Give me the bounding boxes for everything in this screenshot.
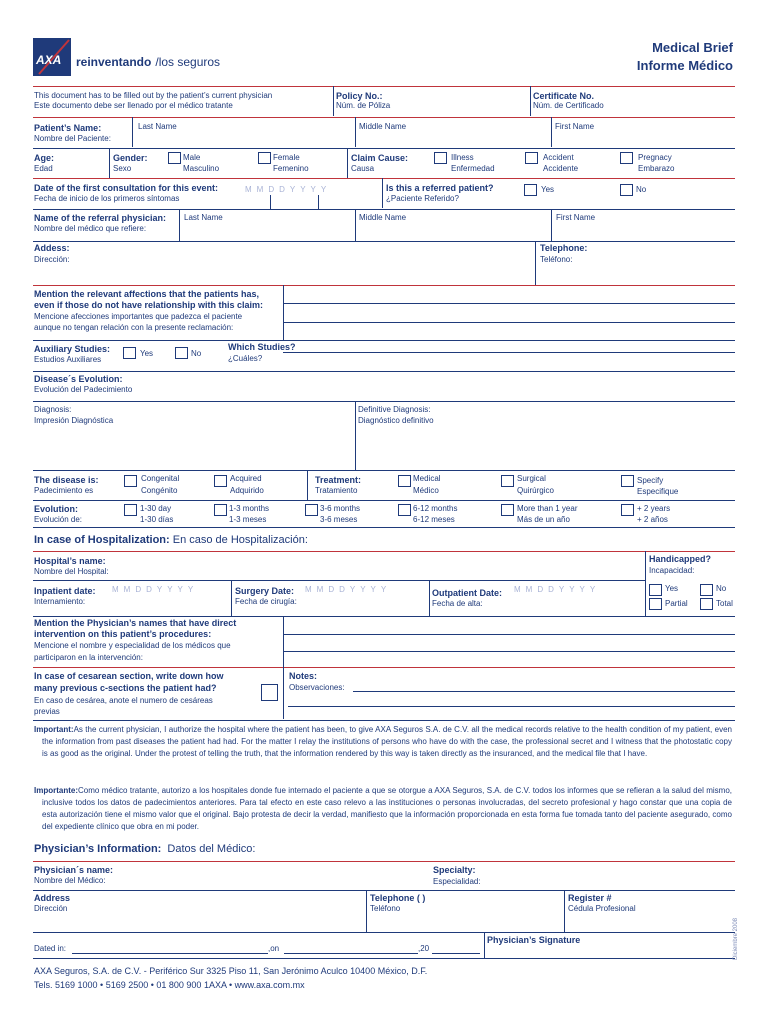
- inpatient-date-label-es: Internamiento:: [34, 597, 86, 606]
- register-label-es: Cédula Profesional: [568, 904, 636, 913]
- female-checkbox[interactable]: [258, 152, 271, 164]
- divider: [132, 117, 133, 147]
- notes-label-es: Observaciones:: [289, 683, 345, 692]
- handicapped-no-label: No: [716, 584, 727, 593]
- treatment-label: Treatment:: [315, 475, 362, 485]
- referred-label: Is this a referred patient?: [386, 183, 494, 193]
- rule: [33, 667, 735, 668]
- handicapped-partial-checkbox[interactable]: [649, 598, 662, 610]
- important-en: [34, 724, 732, 778]
- hospitalization-heading: [34, 534, 308, 546]
- physician-address-label: Address: [34, 893, 71, 903]
- physicians-involved-label-4: participaron en la intervención:: [34, 653, 143, 662]
- surgical-label-es: Quirúrgico: [517, 486, 554, 495]
- which-studies-line[interactable]: [283, 352, 735, 353]
- medical-checkbox[interactable]: [398, 475, 411, 487]
- referred-no-label: No: [636, 185, 647, 194]
- disease-is-label: The disease is:: [34, 475, 99, 485]
- medical-label: Medical: [413, 474, 441, 483]
- acquired-label-es: Adquirido: [230, 486, 264, 495]
- referral-physician-label: Name of the referral physician:: [34, 213, 167, 223]
- form-date-side-text: Diciembre 2008: [733, 917, 739, 960]
- treatment-label-es: Tratamiento: [315, 486, 358, 495]
- disease-evolution-label-es: Evolución del Padecimiento: [34, 385, 133, 394]
- hospitalization-heading-en: In case of Hospitalization:: [34, 534, 170, 546]
- rule: [33, 551, 735, 552]
- congenital-label: Congenital: [141, 474, 180, 483]
- specialty-label-es: Especialidad:: [433, 877, 481, 886]
- signature-label: Physician’s Signature: [487, 935, 581, 945]
- gender-label: Gender:: [113, 153, 148, 163]
- claim-cause-label-es: Causa: [351, 164, 375, 173]
- evolution-1-3-months-checkbox[interactable]: [214, 504, 227, 516]
- physician-name-label: Physician´s name:: [34, 865, 114, 875]
- tagline-rest: /los seguros: [155, 55, 221, 69]
- diagnosis-label-es: Impresión Diagnóstica: [34, 416, 114, 425]
- patient-name-label-es: Nombre del Paciente:: [34, 134, 111, 143]
- gender-label-es: Sexo: [113, 164, 132, 173]
- notes-line[interactable]: [288, 706, 735, 707]
- pregnancy-label: Pregnacy: [638, 153, 672, 162]
- aux-studies-label-es: Estudios Auxiliares: [34, 355, 102, 364]
- evolution-3-6-months-checkbox[interactable]: [305, 504, 318, 516]
- physicians-involved-line[interactable]: [283, 634, 735, 635]
- specify-checkbox[interactable]: [621, 475, 634, 487]
- cesarean-label-4: previas: [34, 707, 60, 716]
- rule: [33, 720, 735, 721]
- definitive-diagnosis-label-es: Diagnóstico definitivo: [358, 416, 434, 425]
- axa-logo: [33, 38, 71, 76]
- rule: [33, 117, 735, 118]
- female-label-es: Femenino: [273, 164, 309, 173]
- patient-last-name-field[interactable]: Last Name: [138, 122, 177, 131]
- referral-physician-label-es: Nombre del médico que refiere:: [34, 224, 147, 233]
- axa-logo-text: AXA: [36, 53, 62, 67]
- policy-label: Policy No.:: [336, 91, 383, 101]
- physicians-involved-label-2: intervention on this patient’s procedures:: [34, 629, 212, 639]
- divider: [355, 209, 356, 241]
- evolution-option-1: 1-30 day: [140, 504, 172, 513]
- handicapped-yes-checkbox[interactable]: [649, 584, 662, 596]
- referral-middle-name-field[interactable]: Middle Name: [359, 213, 407, 222]
- physician-info-heading-en: Physician’s Information:: [34, 843, 162, 855]
- rule: [33, 616, 735, 617]
- illness-checkbox[interactable]: [434, 152, 447, 164]
- title-es: Informe Médico: [636, 58, 733, 73]
- aux-no-label: No: [191, 349, 202, 358]
- acquired-checkbox[interactable]: [214, 475, 227, 487]
- surgery-date-label: Surgery Date:: [235, 586, 295, 596]
- aux-no-checkbox[interactable]: [175, 347, 188, 359]
- evolution-option-3-es: 3-6 meses: [320, 515, 358, 524]
- important-en-text: As the current physician, I authorize the hospital where the patient has been, to give AXA Seguros S.A. de C.V. all the medical records relative to the health condition of my patient, even the information from past diseases the patient had had. For the matter I relay the institutions of persons who have do with the case, the professional secret and I witness that the photostatic copy is as good as the original. Under the protest of telling the truth, that the information rendered by this way is taken directly as the insuranced, and the medical file that I have.: [42, 725, 732, 758]
- handicapped-yes-label: Yes: [665, 584, 679, 593]
- affections-label-1: Mention the relevant affections that the patients has,: [34, 289, 260, 299]
- female-label: Female: [273, 153, 300, 162]
- evolution-option-1-es: 1-30 días: [140, 515, 174, 524]
- divider: [429, 580, 430, 616]
- inpatient-date-label: Inpatient date:: [34, 586, 96, 596]
- evolution-1-30-day-checkbox[interactable]: [124, 504, 137, 516]
- rule: [33, 371, 735, 372]
- evolution-option-6-es: + 2 años: [637, 515, 668, 524]
- tagline-bold: reinventando: [76, 55, 152, 69]
- male-label: Male: [183, 153, 201, 162]
- hospital-name-label-es: Nombre del Hospital:: [34, 567, 109, 576]
- which-studies-label: Which Studies?: [228, 342, 296, 352]
- telephone-label: Telephone:: [540, 243, 588, 253]
- important-es-text: Como médico tratante, autorizo a los hospitales donde fue internado el paciente a que se otorgue a AXA Seguros, S.A. de C.V. todos los informes que se refieran a la salud del mismo, inclusive todos los datos de padecimientos anteriores. Para tal efecto en este caso relevo a las instituciones o personas involucradas, del secreto profesional y hago constar que una copia de esta autorización tiene el mismo valor que el original. Bajo protesta de decir la verdad, manifiesto que la información proporcionada en esta forma fue tomada tanto del paciente asegurado, como del expediente clínico que obra en mi poder.: [42, 786, 732, 831]
- handicapped-total-label: Total: [716, 599, 733, 608]
- surgery-date-label-es: Fecha de cirugía:: [235, 597, 297, 606]
- first-consultation-date-field[interactable]: MMDDYYYY: [245, 185, 332, 194]
- physician-address-label-es: Dirección: [34, 904, 68, 913]
- divider: [366, 890, 367, 932]
- disease-is-label-es: Padecimiento es: [34, 486, 94, 495]
- certificate-label: Certificate No.: [533, 91, 595, 101]
- cesarean-count-box[interactable]: [261, 684, 278, 701]
- footer-contacts: Tels. 5169 1000 • 5169 2500 • 01 800 900 1AXA • www.axa.com.mx: [34, 980, 305, 990]
- divider: [535, 241, 536, 285]
- important-es: [34, 785, 732, 839]
- handicapped-partial-label: Partial: [665, 599, 688, 608]
- male-checkbox[interactable]: [168, 152, 181, 164]
- rule: [33, 500, 735, 501]
- affections-label-4: aunque no tengan relación con la presente reclamación:: [34, 323, 234, 332]
- rule: [33, 890, 735, 891]
- hospitalization-heading-es: En caso de Hospitalización:: [172, 534, 308, 546]
- evolution-2-years-checkbox[interactable]: [621, 504, 634, 516]
- cesarean-label-3: En caso de cesárea, anote el numero de cesáreas: [34, 696, 213, 705]
- top-rule: [33, 86, 735, 87]
- physician-telephone-label-es: Teléfono: [370, 904, 401, 913]
- divider: [484, 932, 485, 958]
- claim-cause-label: Claim Cause:: [351, 153, 409, 163]
- rule: [33, 241, 735, 242]
- handicapped-label: Handicapped?: [649, 554, 712, 564]
- rule: [33, 527, 735, 528]
- rule: [33, 958, 735, 959]
- year-label: ,20: [418, 944, 430, 953]
- surgical-checkbox[interactable]: [501, 475, 514, 487]
- affections-label-3: Mencione afecciones importantes que padezca el paciente: [34, 312, 243, 321]
- divider: [307, 470, 308, 500]
- acquired-label: Acquired: [230, 474, 262, 483]
- disease-evolution-label: Disease´s Evolution:: [34, 374, 123, 384]
- diagnosis-label: Diagnosis:: [34, 405, 72, 414]
- physicians-involved-label-3: Mencione el nombre y especialidad de los médicos que: [34, 641, 231, 650]
- evolution-option-4-es: 6-12 meses: [413, 515, 455, 524]
- evolution-6-12-months-checkbox[interactable]: [398, 504, 411, 516]
- patient-middle-name-field[interactable]: Middle Name: [359, 122, 407, 131]
- physician-info-heading-es: Datos del Médico:: [167, 843, 256, 855]
- rule: [33, 470, 735, 471]
- divider: [179, 209, 180, 241]
- handicapped-total-checkbox[interactable]: [700, 598, 713, 610]
- divider: [551, 209, 552, 241]
- medical-label-es: Médico: [413, 486, 439, 495]
- evolution-option-5-es: Más de un año: [517, 515, 570, 524]
- referral-first-name-field[interactable]: First Name: [556, 213, 596, 222]
- referred-yes-checkbox[interactable]: [524, 184, 537, 196]
- physician-name-label-es: Nombre del Médico:: [34, 876, 106, 885]
- address-label: Addess:: [34, 243, 70, 253]
- divider: [564, 890, 565, 932]
- aux-yes-checkbox[interactable]: [123, 347, 136, 359]
- evolution-label: Evolution:: [34, 504, 78, 514]
- outpatient-date-label-es: Fecha de alta:: [432, 599, 483, 608]
- outpatient-date-field[interactable]: MMDDYYYY: [514, 585, 601, 594]
- dated-in-label: Dated in:: [34, 944, 67, 953]
- cesarean-label-2: many previous c-sections the patient had?: [34, 683, 217, 693]
- which-studies-label-es: ¿Cuáles?: [228, 354, 263, 363]
- divider: [347, 148, 348, 178]
- aux-studies-label: Auxiliary Studies:: [34, 344, 111, 354]
- congenital-label-es: Congénito: [141, 486, 178, 495]
- evolution-option-3: 3-6 months: [320, 504, 361, 513]
- inpatient-date-field[interactable]: MMDDYYYY: [112, 585, 199, 594]
- title-en: Medical Brief: [652, 40, 733, 55]
- referred-label-es: ¿Paciente Referido?: [386, 194, 459, 203]
- referred-no-checkbox[interactable]: [620, 184, 633, 196]
- evolution-option-2: 1-3 months: [229, 504, 270, 513]
- handicapped-no-checkbox[interactable]: [700, 584, 713, 596]
- illness-label: Illness: [451, 153, 474, 162]
- age-label: Age:: [34, 153, 54, 163]
- divider: [283, 667, 284, 719]
- outpatient-date-label: Outpatient Date:: [432, 588, 503, 598]
- telephone-label-es: Teléfono:: [540, 255, 573, 264]
- first-consultation-label: Date of the first consultation for this event:: [34, 183, 219, 193]
- note-en: This document has to be filled out by the patient’s current physician: [34, 91, 273, 100]
- dated-in-line[interactable]: [72, 953, 268, 954]
- definitive-diagnosis-label: Definitive Diagnosis:: [358, 405, 431, 414]
- specialty-label: Specialty:: [433, 865, 476, 875]
- cesarean-label-1: In case of cesarean section, write down how: [34, 671, 224, 681]
- rule: [33, 340, 735, 341]
- important-es-bold: Importante:: [34, 786, 78, 795]
- date-tick: [318, 195, 319, 209]
- referral-last-name-field[interactable]: Last Name: [184, 213, 223, 222]
- specify-label: Specify: [637, 476, 664, 485]
- date-on-line[interactable]: [284, 953, 418, 954]
- first-consultation-label-es: Fecha de inicio de los primeros síntomas: [34, 194, 180, 203]
- divider: [109, 148, 110, 178]
- accident-checkbox[interactable]: [525, 152, 538, 164]
- affections-line[interactable]: [283, 322, 735, 323]
- evolution-option-2-es: 1-3 meses: [229, 515, 267, 524]
- rule: [33, 861, 735, 862]
- evolution-more-than-1-year-checkbox[interactable]: [501, 504, 514, 516]
- male-label-es: Masculino: [183, 164, 220, 173]
- physician-telephone-label: Telephone ( ): [370, 893, 426, 903]
- referred-yes-label: Yes: [541, 185, 555, 194]
- accident-label-es: Accidente: [543, 164, 579, 173]
- pregnancy-label-es: Embarazo: [638, 164, 675, 173]
- date-tick: [270, 195, 271, 209]
- rule: [33, 580, 645, 581]
- divider: [355, 117, 356, 147]
- divider: [551, 117, 552, 147]
- rule: [33, 148, 735, 149]
- footer-address: AXA Seguros, S.A. de C.V. - Periférico Sur 3325 Piso 11, San Jerónimo Aculco 10400 México, D.F.: [34, 966, 428, 976]
- pregnancy-checkbox[interactable]: [620, 152, 633, 164]
- affections-line[interactable]: [283, 303, 735, 304]
- policy-label-es: Núm. de Póliza: [336, 101, 391, 110]
- aux-yes-label: Yes: [140, 349, 154, 358]
- accident-label: Accident: [543, 153, 574, 162]
- notes-line[interactable]: [353, 691, 735, 692]
- surgical-label: Surgical: [517, 474, 546, 483]
- illness-label-es: Enfermedad: [451, 164, 495, 173]
- rule: [33, 178, 735, 179]
- address-label-es: Dirección:: [34, 255, 70, 264]
- divider: [231, 580, 232, 616]
- surgery-date-field[interactable]: MMDDYYYY: [305, 585, 392, 594]
- physician-info-heading: [34, 843, 255, 855]
- divider: [283, 616, 284, 667]
- certificate-label-es: Núm. de Certificado: [533, 101, 604, 110]
- on-label: ,on: [268, 944, 280, 953]
- rule: [33, 932, 735, 933]
- evolution-label-es: Evolución de:: [34, 515, 83, 524]
- specify-label-es: Especifique: [637, 487, 679, 496]
- physicians-involved-line[interactable]: [283, 651, 735, 652]
- note-es: Este documento debe ser llenado por el médico tratante: [34, 101, 233, 110]
- divider: [530, 86, 531, 116]
- age-label-es: Edad: [34, 164, 53, 173]
- patient-name-label: Patient’s Name:: [34, 123, 102, 133]
- affections-label-2: even if those do not have relationship with this claim:: [34, 300, 264, 310]
- important-en-bold: Important:: [34, 725, 74, 734]
- notes-label: Notes:: [289, 671, 318, 681]
- patient-first-name-field[interactable]: First Name: [555, 122, 595, 131]
- rule: [33, 209, 735, 210]
- handicapped-label-es: Incapacidad:: [649, 566, 695, 575]
- congenital-checkbox[interactable]: [124, 475, 137, 487]
- year-line[interactable]: [432, 953, 480, 954]
- divider: [645, 551, 646, 617]
- hospital-name-label: Hospital’s name:: [34, 556, 106, 566]
- register-label: Register #: [568, 893, 612, 903]
- rule: [33, 401, 735, 402]
- divider: [382, 178, 383, 208]
- rule: [33, 285, 735, 286]
- divider: [333, 86, 334, 116]
- tagline: [76, 55, 220, 69]
- divider: [355, 401, 356, 470]
- divider: [283, 285, 284, 340]
- physicians-involved-label-1: Mention the Physician’s names that have direct: [34, 618, 237, 628]
- evolution-option-4: 6-12 months: [413, 504, 458, 513]
- evolution-option-5: More than 1 year: [517, 504, 578, 513]
- evolution-option-6: + 2 years: [637, 504, 671, 513]
